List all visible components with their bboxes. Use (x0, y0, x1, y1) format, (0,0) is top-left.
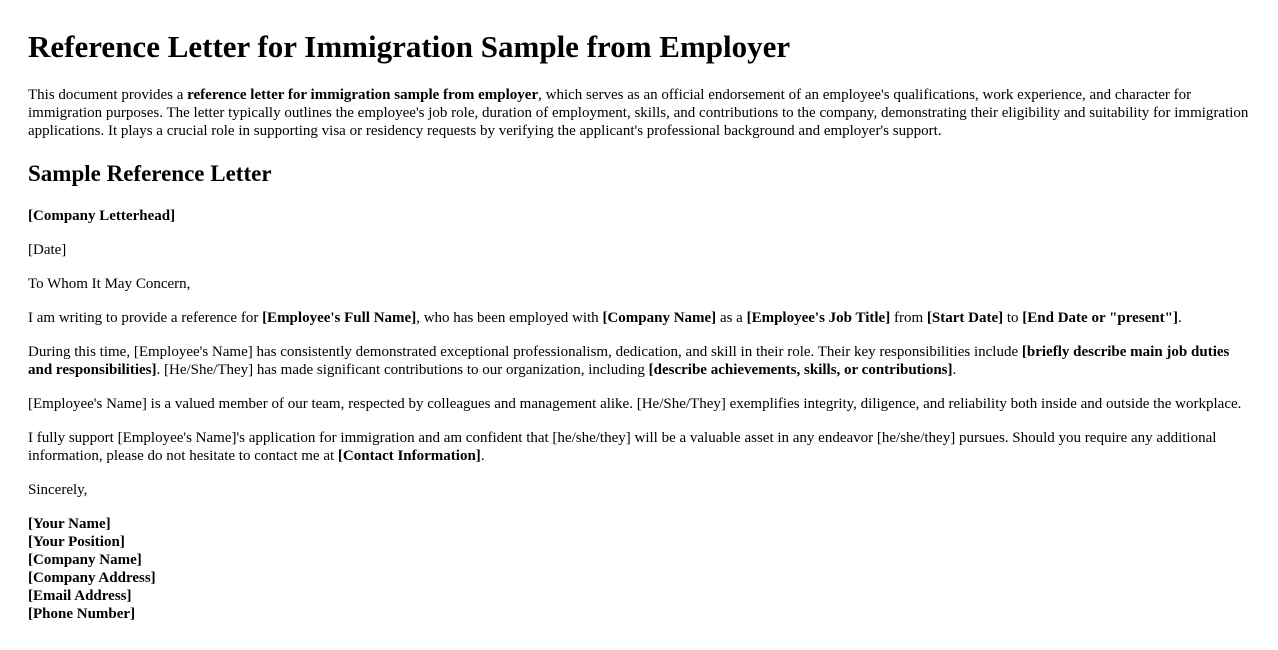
p1-text-1: I am writing to provide a reference for (28, 310, 263, 326)
p1-text-5: to (1003, 310, 1023, 326)
p1-employee-name: [Employee's Full Name] (262, 310, 417, 326)
signature-name: [Your Name] (28, 516, 111, 532)
p1-text-2: , who has been employed with (416, 310, 603, 326)
signature-block (28, 515, 1250, 623)
letter-paragraph-2 (28, 343, 1250, 379)
signature-phone: [Phone Number] (28, 606, 136, 622)
p2-job-duties: [briefly describe main job duties and responsibilities] (28, 344, 1230, 378)
p1-company-name: [Company Name] (602, 310, 717, 326)
p4-text-1: I fully support [Employee's Name]'s application for immigration and am confident that [he/she/they] will be a valuable asset in any endeavor [he/she/they] pursues. Should you require any additional information, please do not hesitate to contact me at (28, 430, 1217, 464)
sample-letter (28, 207, 1250, 623)
p1-text-6: . (1177, 310, 1182, 326)
p1-end-date: [End Date or "present"] (1022, 310, 1178, 326)
p2-text-2: . [He/She/They] has made significant contributions to our organization, including (156, 362, 649, 378)
section-heading: Sample Reference Letter (28, 161, 272, 186)
p1-start-date: [Start Date] (926, 310, 1004, 326)
letter-paragraph-3: [Employee's Name] is a valued member of our team, respected by colleagues and management alike. [He/She/They] exemplifies integrity, diligence, and reliability both inside and outside the workplace. (28, 396, 1242, 412)
letter-paragraph-1 (28, 309, 1250, 327)
p2-achievements: [describe achievements, skills, or contributions] (648, 362, 953, 378)
letter-paragraph-4 (28, 429, 1250, 465)
intro-bold-phrase: reference letter for immigration sample from employer (187, 87, 539, 103)
p4-text-2: . (480, 448, 485, 464)
closing: Sincerely, (28, 482, 88, 498)
intro-text-end: , which serves as an official endorsement of an employee's qualifications, work experience, and character for immigration purposes. The letter typically outlines the employee's job role, duration of employment, skills, and contributions to the company, demonstrating their eligibility and suitability for immigration applications. It plays a crucial role in supporting visa or residency requests by verifying the applicant's professional background and employer's support. (28, 87, 1249, 139)
letterhead-text: [Company Letterhead] (28, 208, 176, 224)
intro-text-start: This document provides a (28, 87, 188, 103)
letter-date: [Date] (28, 242, 67, 258)
p1-text-3: as a (716, 310, 747, 326)
signature-email: [Email Address] (28, 588, 132, 604)
p2-text-1: During this time, [Employee's Name] has consistently demonstrated exceptional professionalism, dedication, and skill in their role. Their key responsibilities include (28, 344, 1022, 360)
p2-text-3: . (952, 362, 957, 378)
p4-contact-info: [Contact Information] (337, 448, 481, 464)
p1-job-title: [Employee's Job Title] (746, 310, 891, 326)
intro-paragraph (28, 86, 1250, 140)
letterhead (28, 207, 1250, 225)
p1-text-4: from (890, 310, 927, 326)
signature-position: [Your Position] (28, 534, 125, 550)
salutation: To Whom It May Concern, (28, 276, 191, 292)
signature-company: [Company Name] (28, 552, 142, 568)
page-title: Reference Letter for Immigration Sample from Employer (28, 29, 791, 64)
signature-address: [Company Address] (28, 570, 156, 586)
